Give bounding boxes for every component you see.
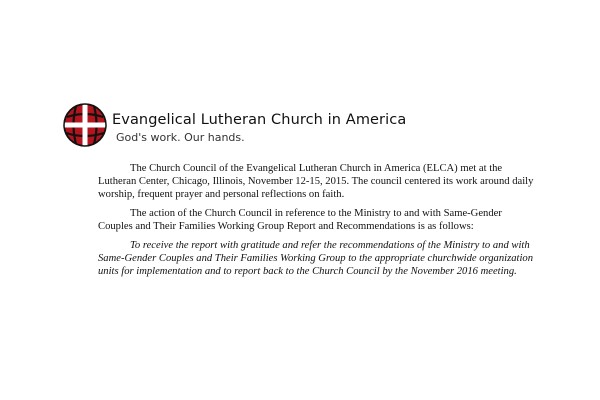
organization-name: Evangelical Lutheran Church in America bbox=[112, 112, 407, 128]
tagline: God's work. Our hands. bbox=[116, 131, 245, 144]
resolution-text: To receive the report with gratitude and refer the recommendations of the Ministry to and with Same-Gender Couples and Their Families Working Group to the appropriate churchwide organization units for implementation and to report back to the Church Council by the November 2016 meeting. bbox=[98, 240, 533, 277]
letterhead bbox=[62, 102, 482, 148]
paragraph-text: The action of the Church Council in reference to the Ministry to and with Same-Gender Couples and Their Families Working Group Report and Recommendations is as follows: bbox=[98, 208, 502, 232]
resolution-text-block bbox=[98, 239, 538, 278]
elca-cross-globe-icon bbox=[62, 102, 108, 148]
paragraph-text: The Church Council of the Evangelical Lutheran Church in America (ELCA) met at the Lutheran Center, Chicago, Illinois, November 12-15, 2015. The council centered its work around daily worship, frequent prayer and personal reflections on faith. bbox=[98, 163, 534, 200]
paragraph-action-intro bbox=[98, 207, 538, 233]
paragraph-meeting-summary bbox=[98, 162, 538, 201]
